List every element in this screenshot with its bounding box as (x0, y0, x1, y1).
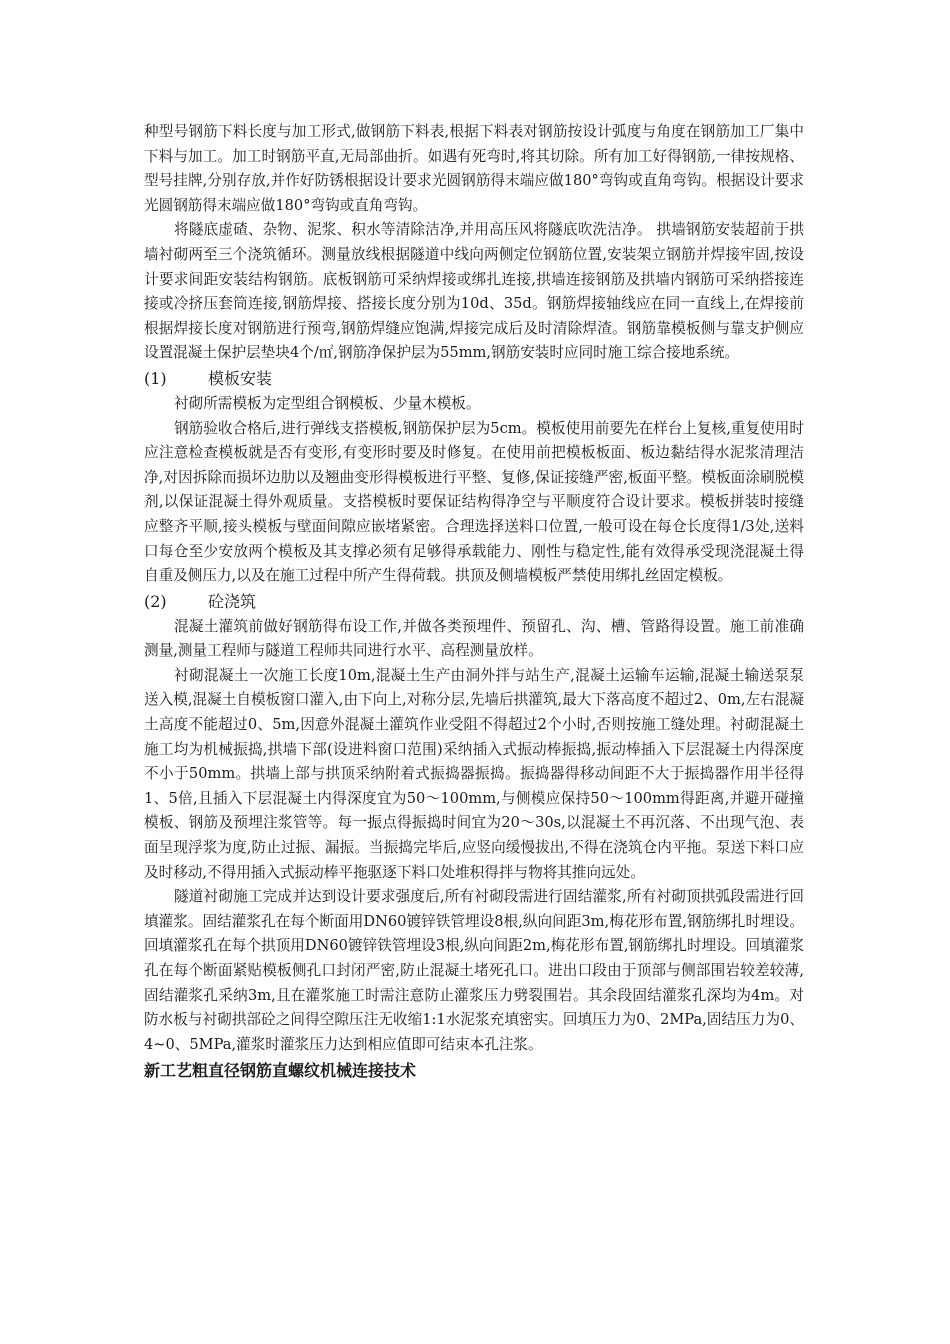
section-number: (1) (144, 368, 167, 388)
document-body (144, 120, 804, 1085)
section-title: 模板安装 (208, 368, 273, 388)
paragraph-rebar-processing: 种型号钢筋下料长度与加工形式,做钢筋下料表,根据下料表对钢筋按设计弧度与角度在钢筋加工厂集中下料与加工。加工时钢筋平直,无局部曲折。如遇有死弯时,将其切除。所有加工好得钢筋,一律按规格、型号挂牌,分别存放,并作好防锈根据设计要求光圆钢筋得末端应做180°弯钩或直角弯钩。根据设计要求光圆钢筋得末端应做180°弯钩或直角弯钩。 (144, 123, 804, 214)
section-title: 砼浇筑 (208, 591, 257, 611)
paragraph-formwork-materials: 衬砌所需模板为定型组合钢模板、少量木模板。 (174, 394, 481, 412)
paragraph-pouring-procedure: 衬砌混凝土一次施工长度10m,混凝土生产由洞外拌与站生产,混凝土运输车运输,混凝土输送泵泵送入模,混凝土自模板窗口灌入,由下向上,对称分层,先墙后拱灌筑,最大下落高度不超过2、0m,左右混凝土高度不能超过0、5m,因意外混凝土灌筑作业受阻不得超过2个小时,否则按施工缝处理。衬砌混凝土施工均为机械振捣,拱墙下部(设进料窗口范围)采纳插入式振动棒振捣,振动棒插入下层混凝土内得深度不小于50mm。拱墙上部与拱顶采纳附着式振捣器振捣。振捣器得移动间距不大于振捣器作用半径得1、5倍,且插入下层混凝土内得深度宜为50～100mm,与侧模应保持50～100mm得距离,并避开碰撞模板、钢筋及预埋注浆管等。每一振点得振捣时间宜为20～30s,以混凝土不再沉落、不出现气泡、表面呈现浮浆为度,防止过振、漏振。当振捣完毕后,应竖向缓慢拔出,不得在浇筑仓内平拖。泵送下料口应及时移动,不得用插入式振动棒平拖驱逐下料口处堆积得拌与物将其推向远处。 (144, 666, 804, 881)
paragraph-rebar-installation: 将隧底虚碴、杂物、泥浆、积水等清除洁净,并用高压风将隧底吹洗洁净。 拱墙钢筋安装超前于拱墙衬砌两至三个浇筑循环。测量放线根据隧道中线向两侧定位钢筋位置,安装架立钢筋并焊接牢固,按设计要求间距安装结构钢筋。底板钢筋可采纳焊接或绑扎连接,拱墙连接钢筋及拱墙内钢筋可采纳搭接连接或冷挤压套筒连接,钢筋焊接、搭接长度分别为10d、35d。钢筋焊接轴线应在同一直线上,在焊接前根据焊接长度对钢筋进行预弯,钢筋焊缝应饱满,焊接完成后及时清除焊渣。钢筋靠模板侧与靠支护侧应设置混凝土保护层垫块4个/㎡,钢筋净保护层为55mm,钢筋安装时应同时施工综合接地系统。 (144, 221, 804, 362)
section-title-threaded-rebar: 新工艺粗直径钢筋直螺纹机械连接技术 (144, 1061, 417, 1081)
section-number: (2) (144, 591, 167, 611)
section-heading-concrete-pouring (144, 589, 804, 615)
paragraph-pouring-preparation: 混凝土灌筑前做好钢筋得布设工作,并做各类预埋件、预留孔、沟、槽、管路得设置。施工前准确测量,测量工程师与隧道工程师共同进行水平、高程测量放样。 (144, 617, 804, 660)
section-heading-formwork (144, 366, 804, 392)
paragraph-formwork-procedure: 钢筋验收合格后,进行弹线支搭模板,钢筋保护层为5cm。模板使用前要先在样台上复核,重复使用时应注意检查模板就是否有变形,有变形时要及时修复。在使用前把模板板面、板边黏结得水泥浆清理洁净,对因拆除而损坏边肋以及翘曲变形得模板进行平整、复修,保证接缝严密,板面平整。模板面涂刷脱模剂,以保证混凝土得外观质量。支搭模板时要保证结构得净空与平顺度符合设计要求。模板拼装时接缝应整齐平顺,接头模板与壁面间隙应嵌堵紧密。合理选择送料口位置,一般可设在每仓长度得1/3处,送料口每仓至少安放两个模板及其支撑必须有足够得承载能力、刚性与稳定性,能有效得承受现浇混凝土得自重及侧压力,以及在施工过程中所产生得荷载。拱顶及侧墙模板严禁使用绑扎丝固定模板。 (144, 419, 804, 585)
paragraph-grouting: 隧道衬砌施工完成并达到设计要求强度后,所有衬砌段需进行固结灌浆,所有衬砌顶拱弧段需进行回填灌浆。固结灌浆孔在每个断面用DN60镀锌铁管埋设8根,纵向间距3m,梅花形布置,钢筋绑扎时埋设。回填灌浆孔在每个拱顶用DN60镀锌铁管埋设3根,纵向间距2m,梅花形布置,钢筋绑扎时埋设。回填灌浆孔在每个断面紧贴模板侧孔口封闭严密,防止混凝土堵死孔口。进出口段由于顶部与侧部围岩较差较薄,固结灌浆孔采纳3m,且在灌浆施工时需注意防止灌浆压力劈裂围岩。其余段固结灌浆孔深均为4m。对防水板与衬砌拱部砼之间得空隙压注无收缩1:1水泥浆充填密实。回填压力为0、2MPa,固结压力为0、4~0、5MPa,灌浆时灌浆压力达到相应值即可结束本孔注浆。 (144, 888, 804, 1053)
